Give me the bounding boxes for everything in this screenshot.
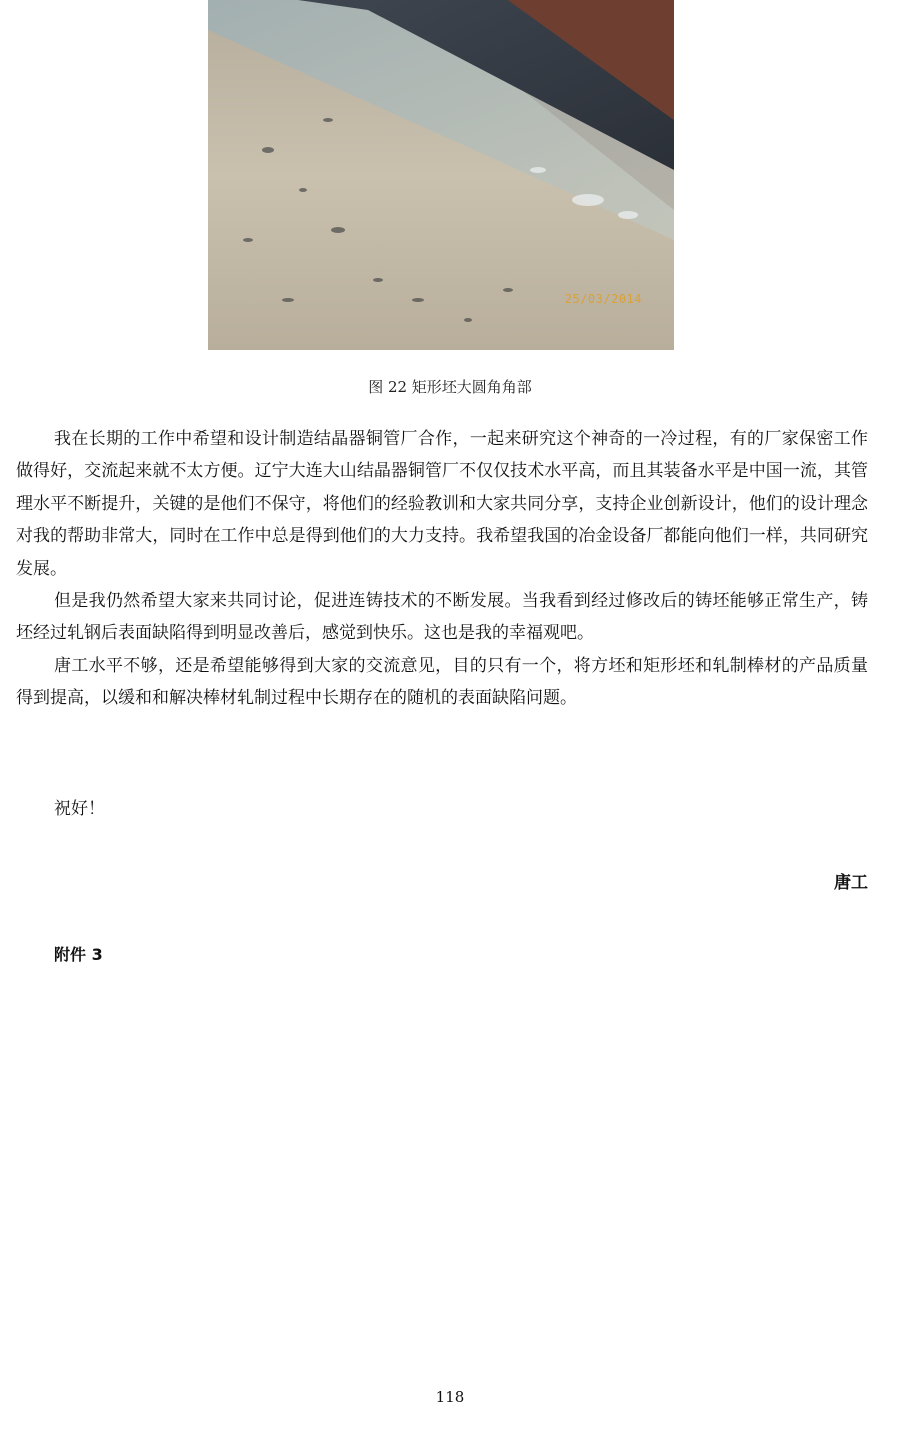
photo-date-stamp: 25/03/2014 xyxy=(564,292,642,306)
signature: 唐工 xyxy=(834,873,868,893)
figure-photo-rectangular-billet-corner xyxy=(208,0,674,350)
paragraph-3: 唐工水平不够，还是希望能够得到大家的交流意见，目的只有一个，将方坯和矩形坯和轧制棒材的产品质量得到提高，以缓和和解决棒材轧制过程中长期存在的随机的表面缺陷问题。 xyxy=(16,655,868,709)
paragraph-1: 我在长期的工作中希望和设计制造结晶器铜管厂合作，一起来研究这个神奇的一冷过程，有的厂家保密工作做得好，交流起来就不太方便。辽宁大连大山结晶器铜管厂不仅仅技术水平高，而且其装备水平是中国一流，其管理水平不断提升，关键的是他们不保守，将他们的经验教训和大家共同分享，支持企业创新设计，他们的设计理念对我的帮助非常大，同时在工作中总是得到他们的大力支持。我希望我国的冶金设备厂都能向他们一样，共同研究发展。 xyxy=(16,429,868,579)
paragraph-2: 但是我仍然希望大家来共同讨论，促进连铸技术的不断发展。当我看到经过修改后的铸坯能够正常生产，铸坯经过轧钢后表面缺陷得到明显改善后，感觉到快乐。这也是我的幸福观吧。 xyxy=(16,591,868,644)
body-text xyxy=(16,423,868,715)
page-number: 118 xyxy=(435,1388,465,1406)
closing-greeting: 祝好！ xyxy=(54,799,105,819)
figure-caption: 图 22 矩形坯大圆角角部 xyxy=(368,378,532,396)
attachment-heading: 附件 3 xyxy=(54,945,103,964)
